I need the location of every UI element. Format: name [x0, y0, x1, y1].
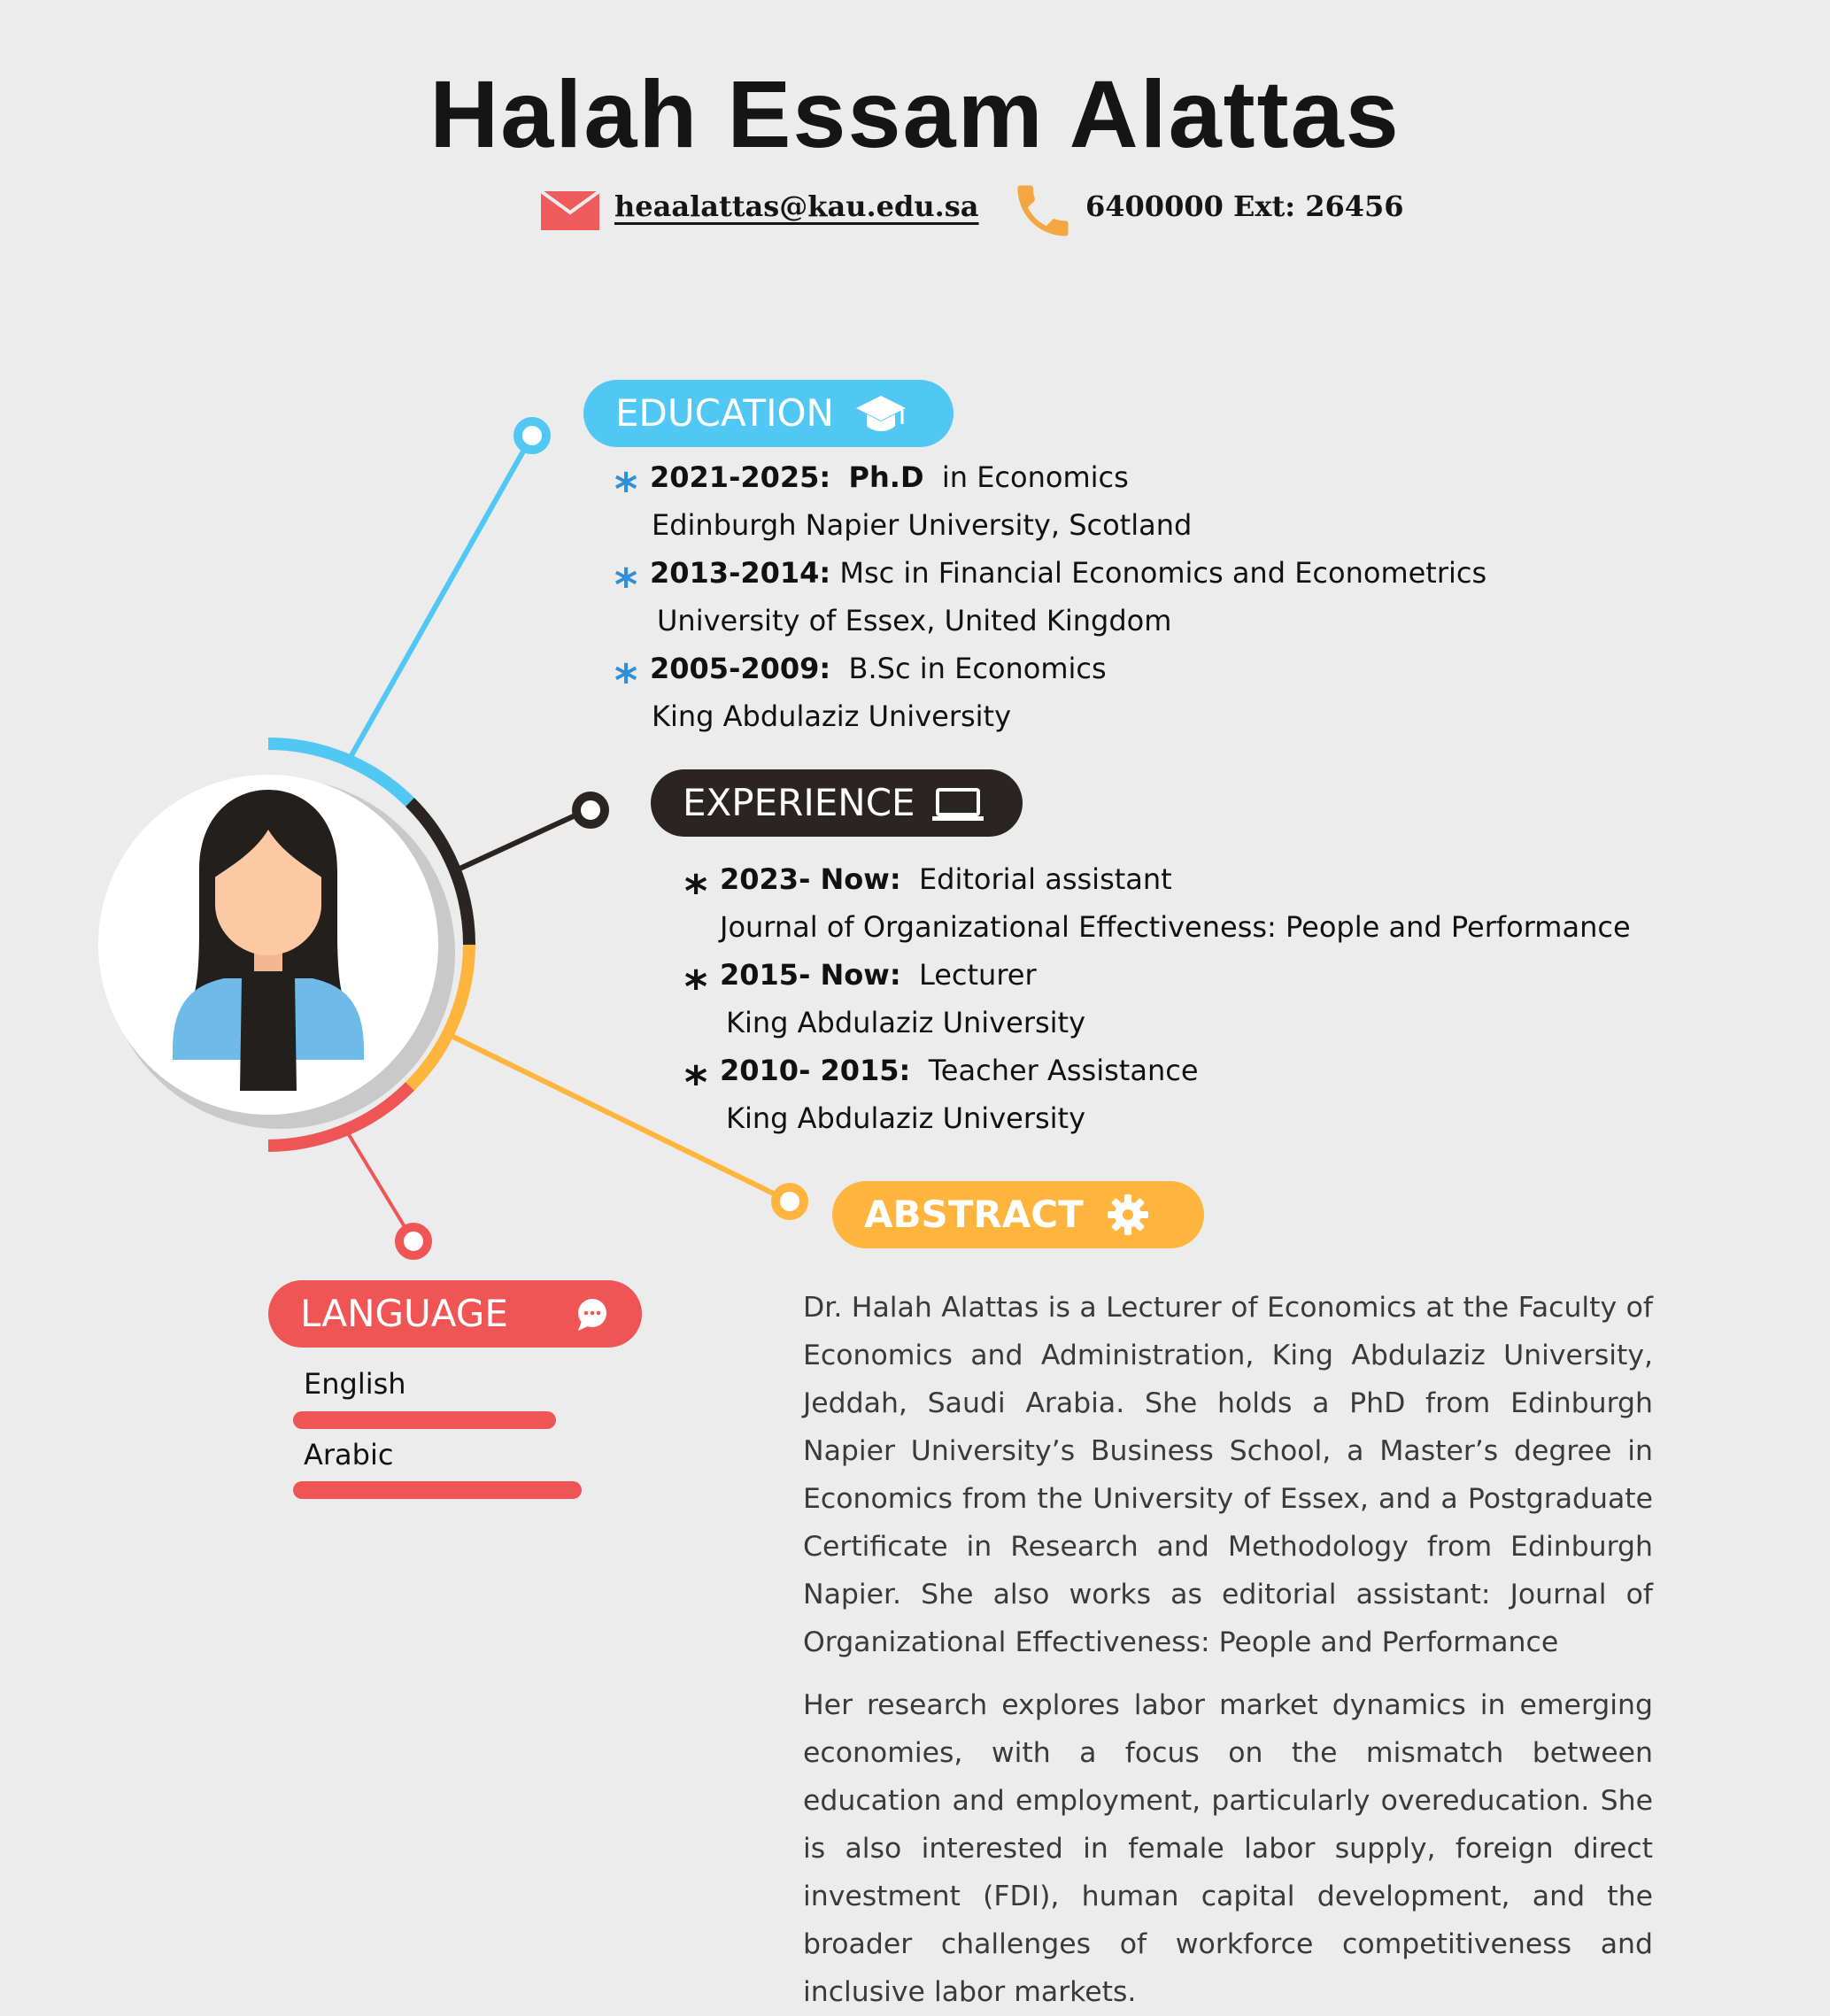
experience-header	[651, 769, 1023, 837]
education-connector-line	[351, 436, 532, 757]
education-header	[583, 380, 954, 447]
experience-dot	[576, 796, 605, 824]
language-level-bar-2	[293, 1481, 582, 1499]
experience-entry-3: 2010- 2015: Teacher Assistance	[720, 1054, 1199, 1087]
experience-connector-line	[456, 809, 589, 870]
education-entry-1: 2021-2025: Ph.D in Economics	[650, 460, 1129, 494]
education-institution-1: Edinburgh Napier University, Scotland	[652, 508, 1193, 542]
laptop-icon	[932, 787, 984, 823]
experience-title: EXPERIENCE	[683, 781, 915, 824]
language-name-1: English	[304, 1367, 406, 1401]
abstract-title: ABSTRACT	[864, 1193, 1084, 1236]
bullet-star: *	[684, 962, 708, 1013]
education-entry-3: 2005-2009: B.Sc in Economics	[650, 652, 1107, 685]
language-name-2: Arabic	[304, 1438, 394, 1471]
person-name: Halah Essam Alattas	[429, 60, 1401, 167]
education-entry-2: 2013-2014: Msc in Financial Economics and Econometrics	[650, 556, 1487, 590]
experience-entry-1: 2023- Now: Editorial assistant	[720, 862, 1172, 896]
language-connector-line	[348, 1133, 413, 1241]
phone-number: 6400000 Ext: 26456	[1085, 189, 1404, 223]
graduation-cap-icon	[854, 392, 907, 435]
experience-org-2: King Abdulaziz University	[726, 1006, 1086, 1039]
abstract-paragraph-2: Her research explores labor market dynamics in emerging economies, with a focus on the mismatch between education and employment, particularly overeducation. She is also interested in female labor supply, foreign direct investment (FDI), human capital development, and the broader challenges of workforce competitiveness and inclusive labor markets.	[803, 1689, 1653, 2008]
abstract-header	[832, 1181, 1204, 1248]
experience-org-1: Journal of Organizational Effectiveness: People and Performance	[720, 910, 1631, 944]
chat-bubble-icon	[576, 1298, 608, 1332]
email-link[interactable]: heaalattas@kau.edu.sa	[614, 189, 979, 223]
gear-icon	[1107, 1193, 1149, 1236]
bullet-star: *	[614, 655, 638, 707]
bullet-star: *	[614, 560, 638, 611]
bullet-star: *	[614, 464, 638, 515]
experience-org-3: King Abdulaziz University	[726, 1101, 1086, 1135]
education-dot	[518, 421, 546, 450]
bullet-star: *	[684, 1057, 708, 1108]
education-institution-2: University of Essex, United Kingdom	[657, 604, 1172, 637]
abstract-dot	[776, 1187, 804, 1216]
abstract-paragraph-1: Dr. Halah Alattas is a Lecturer of Economics at the Faculty of Economics and Administration, King Abdulaziz University, Jeddah, Saudi Arabia. She holds a PhD from Edinburgh Napier University’s Business School, a Master’s degree in Economics from the University of Essex, and a Postgraduate Certificate in Research and Methodology from Edinburgh Napier. She also works as editorial assistant: Journal of Organizational Effectiveness: People and Performance	[803, 1292, 1653, 1658]
language-header	[268, 1280, 642, 1348]
language-dot	[399, 1227, 428, 1255]
bullet-star: *	[684, 866, 708, 917]
language-level-bar-1	[293, 1411, 556, 1429]
language-title: LANGUAGE	[300, 1292, 508, 1335]
experience-entry-2: 2015- Now: Lecturer	[720, 958, 1037, 992]
education-institution-3: King Abdulaziz University	[652, 699, 1012, 733]
education-title: EDUCATION	[615, 391, 834, 435]
